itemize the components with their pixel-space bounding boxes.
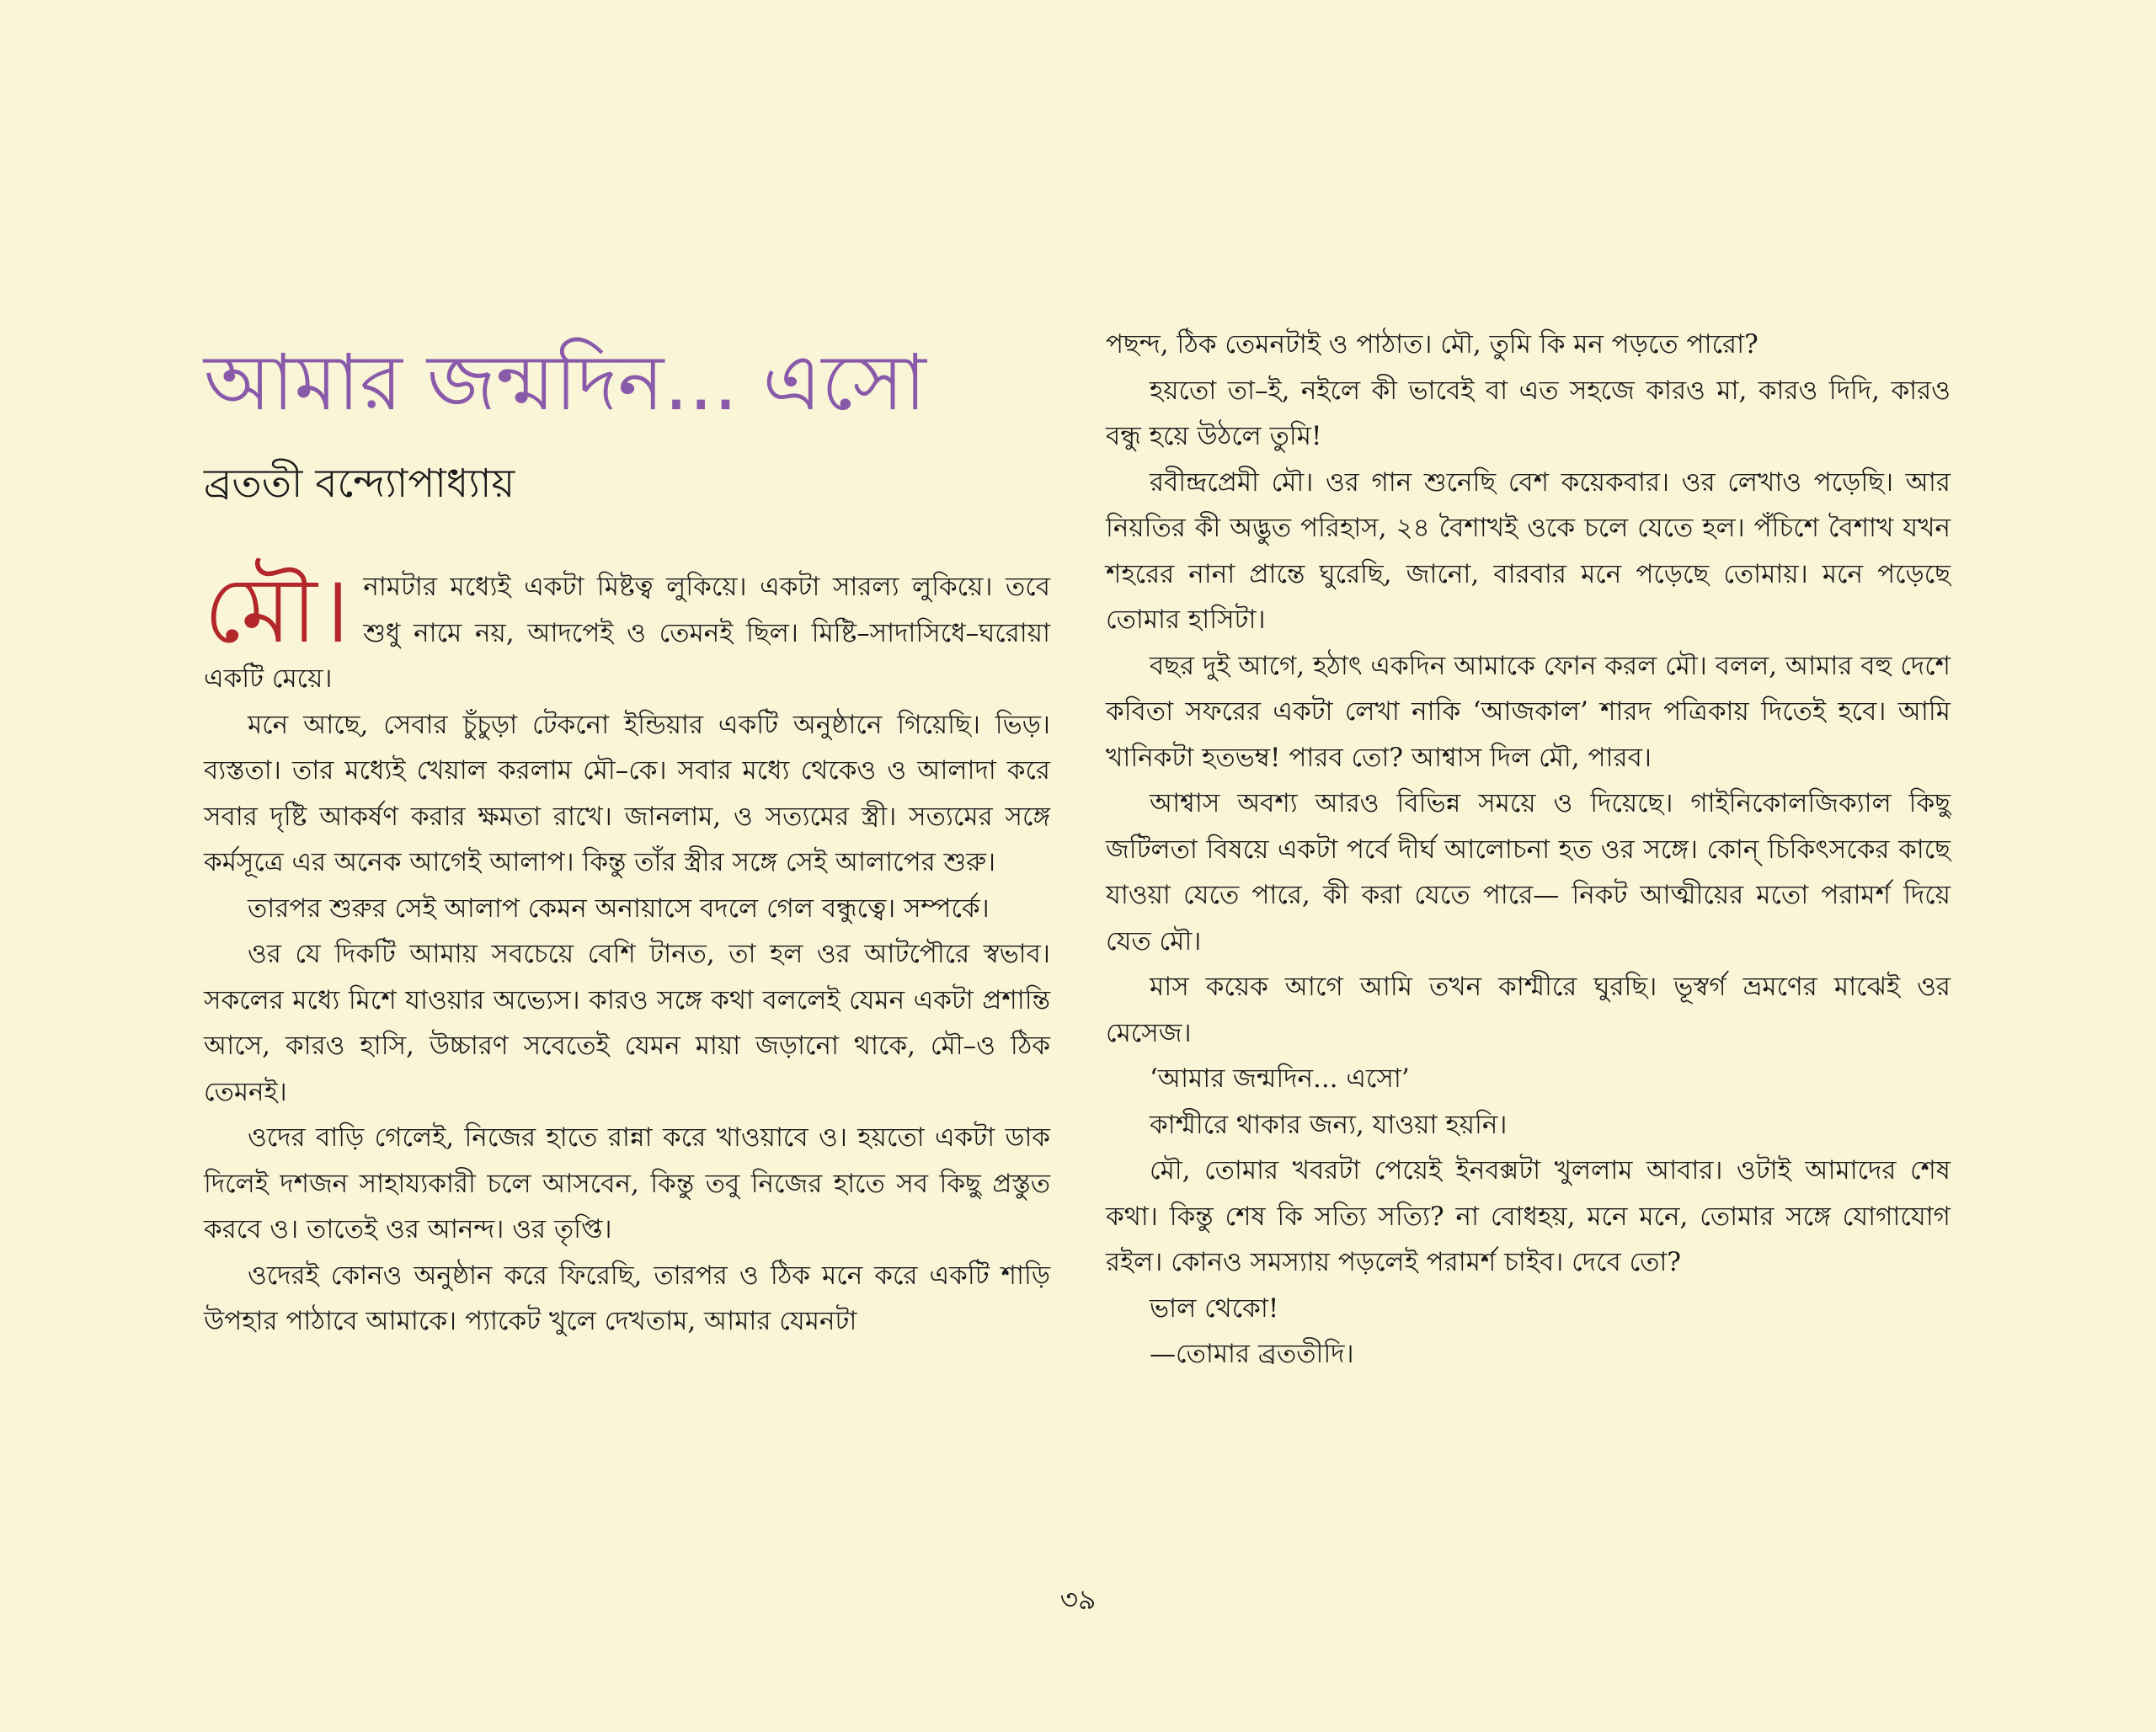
article-author: ব্রততী বন্দ্যোপাধ্যায় [204, 461, 515, 507]
left-body [204, 558, 1050, 1345]
paragraph-1-text: নামটার মধ্যেই একটা মিষ্টত্ব লুকিয়ে। একটা সারল্য লুকিয়ে। তবে শুধু নামে নয়, আদপেই ও তেমনই ছিল। মিষ্টি–সাদাসিধে–ঘরোয়া একটি মেয়ে। [204, 572, 1050, 694]
paragraph-12: ‘আমার জন্মদিন... এসো’ [1150, 1063, 1410, 1094]
paragraph-10: আশ্বাস অবশ্য আরও বিভিন্ন সময়ে ও দিয়েছে। গাইনিকোলজিক্যাল কিছু জটিলতা বিষয়ে একটা পর্বে দীর্ঘ আলোচনা হত ওর সঙ্গে। কোন্ চিকিৎসকের কাছে যাওয়া যেতে পারে, কী করা যেতে পারে— নিকট আত্মীয়ের মতো পরামর্শ দিয়ে যেত মৌ। [1106, 788, 1951, 957]
right-column [1106, 322, 1951, 1378]
paragraph-4: ওর যে দিকটি আমায় সবচেয়ে বেশি টানত, তা হল ওর আটপৌরে স্বভাব। সকলের মধ্যে মিশে যাওয়ার অভ্যেস। কারও সঙ্গে কথা বললেই যেমন একটা প্রশান্তি আসে, কারও হাসি, উচ্চারণ সবেতেই যেমন মায়া জড়ানো থাকে, মৌ–ও ঠিক তেমনই। [204, 939, 1050, 1107]
page-number: ৩৯ [1059, 1583, 1097, 1616]
paragraph-13: কাশ্মীরে থাকার জন্য, যাওয়া হয়নি। [1150, 1109, 1508, 1140]
paragraph-11: মাস কয়েক আগে আমি তখন কাশ্মীরে ঘুরছি। ভূস্বর্গ ভ্রমণের মাঝেই ওর মেসেজ। [1106, 972, 1951, 1048]
paragraph-5: ওদের বাড়ি গেলেই, নিজের হাতে রান্না করে খাওয়াবে ও। হয়তো একটা ডাক দিলেই দশজন সাহায্যকারী চলে আসবেন, কিন্তু তবু নিজের হাতে সব কিছু প্রস্তুত করবে ও। তাতেই ওর আনন্দ। ওর তৃপ্তি। [204, 1122, 1050, 1244]
paragraph-3: তারপর শুরুর সেই আলাপ কেমন অনায়াসে বদলে গেল বন্ধুত্বে। সম্পর্কে। [248, 893, 990, 924]
paragraph-1 [204, 558, 1050, 702]
paragraph-6: ওদেরই কোনও অনুষ্ঠান করে ফিরেছি, তারপর ও ঠিক মনে করে একটি শাড়ি উপহার পাঠাবে আমাকে। প্যাকেট খুলে দেখতাম, আমার যেমনটা [204, 1260, 1050, 1336]
paragraph-6-continued: পছন্দ, ঠিক তেমনটাই ও পাঠাত। মৌ, তুমি কি মন পড়তে পারো? [1106, 329, 1758, 360]
paragraph-8: রবীন্দ্রপ্রেমী মৌ। ওর গান শুনেছি বেশ কয়েকবার। ওর লেখাও পড়েছি। আর নিয়তির কী অদ্ভুত পরিহাস, ২৪ বৈশাখই ওকে চলে যেতে হল। পঁচিশে বৈশাখ যখন শহরের নানা প্রান্তে ঘুরেছি, জানো, বারবার মনে পড়েছে তোমায়। মনে পড়েছে তোমার হাসিটা। [1106, 466, 1951, 635]
paragraph-9: বছর দুই আগে, হঠাৎ একদিন আমাকে ফোন করল মৌ। বলল, আমার বহু দেশে কবিতা সফরের একটা লেখা নাকি ‘আজকাল’ শারদ পত্রিকায় দিতেই হবে। আমি খানিকটা হতভম্ব! পারব তো? আশ্বাস দিল মৌ, পারব। [1106, 650, 1951, 773]
paragraph-2: মনে আছে, সেবার চুঁচুড়া টেকনো ইন্ডিয়ার একটি অনুষ্ঠানে গিয়েছি। ভিড়। ব্যস্ততা। তার মধ্যেই খেয়াল করলাম মৌ–কে। সবার মধ্যে থেকেও ও আলাদা করে সবার দৃষ্টি আকর্ষণ করার ক্ষমতা রাখে। জানলাম, ও সত্যমের স্ত্রী। সত্যমের সঙ্গে কর্মসূত্রে এর অনেক আগেই আলাপ। কিন্তু তাঁর স্ত্রীর সঙ্গে সেই আলাপের শুরু। [204, 709, 1050, 877]
paragraph-15: ভাল থেকো! [1150, 1292, 1279, 1324]
drop-cap: মৌ। [204, 558, 350, 663]
signature: —তোমার ব্রততীদি। [1150, 1339, 1354, 1369]
paragraph-14: মৌ, তোমার খবরটা পেয়েই ইনবক্সটা খুললাম আবার। ওটাই আমাদের শেষ কথা। কিন্তু শেষ কি সত্যি সত্যি? না বোধহয়, মনে মনে, তোমার সঙ্গে যোগাযোগ রইল। কোনও সমস্যায় পড়লেই পরামর্শ চাইব। দেবে তো? [1106, 1155, 1951, 1277]
article-title: আমার জন্মদিন... এসো [204, 338, 926, 428]
paragraph-7: হয়তো তা–ই, নইলে কী ভাবেই বা এত সহজে কারও মা, কারও দিদি, কারও বন্ধু হয়ে উঠলে তুমি! [1106, 375, 1951, 451]
